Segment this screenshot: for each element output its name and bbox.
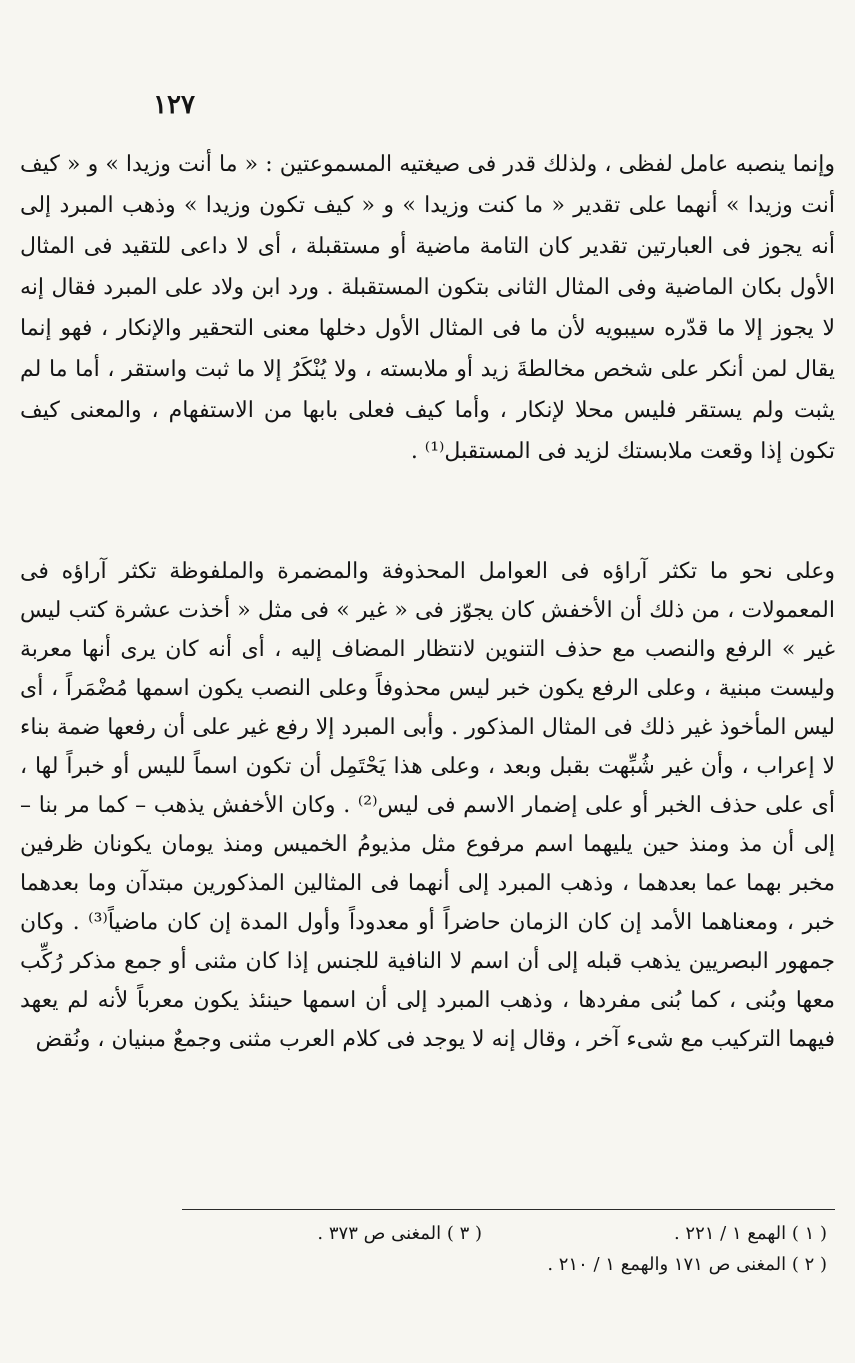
footnote-separator (182, 1209, 835, 1210)
footnotes (127, 1218, 827, 1280)
footnote-2: ( ٢ ) المغنى ص ١٧١ والهمع ١ / ٢١٠ . (547, 1254, 827, 1275)
body-paragraph: وإنما ينصبه عامل لفظى ، ولذلك قدر فى صيغتيه المسموعتين : « ما أنت وزيدا » و « كيف أنت وزيدا » أنهما على تقدير « ما كنت وزيدا » و « كيف تكون وزيدا » وذهب المبرد إلى أنه يجوز فى العبارتين تقدير كان التامة ماضية أو مستقبلة ، أى لا داعى للتقيد فى المثال الأول بكان الماضية وفى المثال الثانى بتكون المستقبلة . ورد ابن ولاد على المبرد فقال إنه لا يجوز إلا ما قدّره سيبويه لأن ما فى المثال الأول دخلها معنى التحقير والإنكار ، فهو إنما يقال لمن أنكر على شخص مخالطةَ زيد أو ملابسته ، ولا يُنْكَرُ إلا ما ثبت واستقر ، أما ما لم يثبت ولم يستقر فليس محلا لإنكار ، وأما كيف فعلى بابها من الاستفهام ، والمعنى كيف تكون إذا وقعت ملابستك لزيد فى المستقبل⁽¹⁾ . (20, 152, 835, 464)
footnote-1: ( ١ ) الهمع ١ / ٢٢١ . (673, 1223, 827, 1244)
page-number: ١٢٧ (153, 90, 195, 120)
footnote-3: ( ٣ ) المغنى ص ٣٧٣ . (317, 1223, 482, 1244)
body-paragraph: وعلى نحو ما تكثر آراؤه فى العوامل المحذوفة والمضمرة والملفوظة تكثر آراؤه فى المعمولات ، من ذلك أن الأخفش كان يجوّز فى « غير » فى مثل « أخذت عشرة كتب ليس غير » الرفع والنصب مع حذف التنوين لانتظار المضاف إليه ، أى أنه كان يرى أنها معربة وليست مبنية ، وعلى الرفع يكون خبر ليس محذوفاً وعلى النصب يكون اسمها مُضْمَراً ، أى ليس المأخوذ غير ذلك فى المثال المذكور . وأبى المبرد إلا رفع غير على أن رفعها ضمة بناء لا إعراب ، وأن غير شُبِّهت بقبل وبعد ، وعلى هذا يَحْتَمِل أن تكون اسماً لليس أو خبراً لها ، أى على حذف الخبر أو على إضمار الاسم فى ليس⁽²⁾ . وكان الأخفش يذهب – كما مر بنا – إلى أن مذ ومنذ حين يليهما اسم مرفوع مثل مذيومُ الخميس ومنذ يومان يكونان ظرفين مخبر بهما عما بعدهما ، وذهب المبرد إلى أنهما فى المثالين المذكورين مبتدآن وما بعدهما خبر ، ومعناهما الأمد إن كان الزمان حاضراً أو معدوداً وأول المدة إن كان ماضياً⁽³⁾ . وكان جمهور البصريين يذهب قبله إلى أن اسم لا النافية للجنس إذا كان مثنى أو جمع مذكر رُكِّب معها وبُنى ، كما بُنى مفردها ، وذهب المبرد إلى أن اسمها حينئذ يكون معرباً لأنه لم يعهد فيهما التركيب مع شىء آخر ، وقال إنه لا يوجد فى كلام العرب مثنى وجمعٌ مبنيان ، ونُقض (20, 559, 835, 1052)
footnote-row (127, 1218, 827, 1249)
footnote-row (127, 1249, 827, 1280)
